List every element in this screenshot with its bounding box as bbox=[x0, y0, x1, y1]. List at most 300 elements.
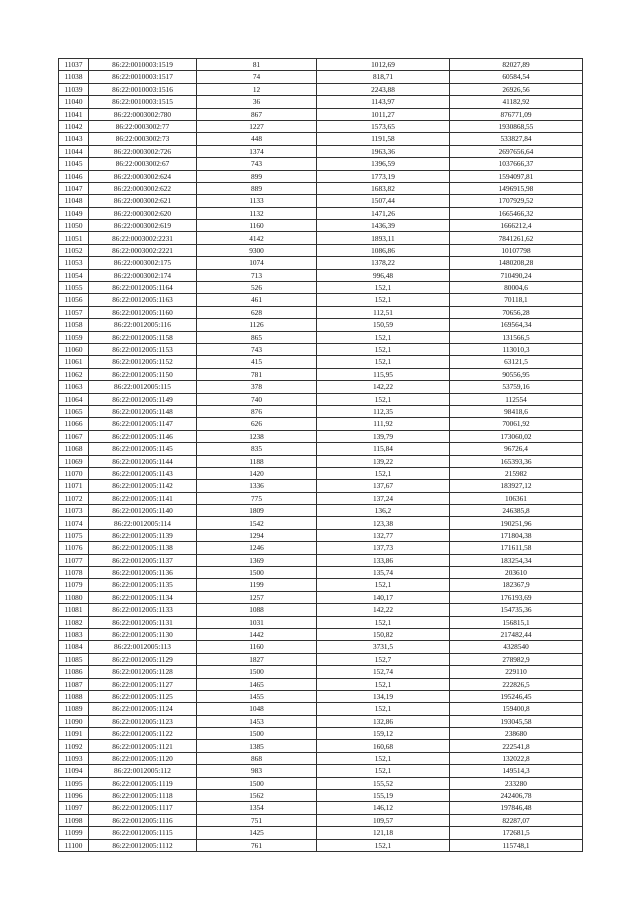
cadastral-value-cell: 176193,69 bbox=[450, 591, 583, 603]
area-cell: 1031 bbox=[197, 616, 317, 628]
row-number-cell: 11085 bbox=[59, 653, 89, 665]
cadastral-value-cell: 165393,36 bbox=[450, 455, 583, 467]
row-number-cell: 11059 bbox=[59, 331, 89, 343]
table-row bbox=[59, 591, 583, 603]
row-number-cell: 11070 bbox=[59, 467, 89, 479]
cadastral-number-cell: 86:22:0012005:1145 bbox=[89, 443, 197, 455]
row-number-cell: 11093 bbox=[59, 752, 89, 764]
area-cell: 12 bbox=[197, 83, 317, 95]
row-number-cell: 11066 bbox=[59, 418, 89, 430]
table-row bbox=[59, 567, 583, 579]
specific-value-cell: 152,7 bbox=[317, 653, 450, 665]
area-cell: 1160 bbox=[197, 641, 317, 653]
table-row bbox=[59, 666, 583, 678]
cadastral-number-cell: 86:22:0003002:780 bbox=[89, 108, 197, 120]
specific-value-cell: 139,79 bbox=[317, 430, 450, 442]
table-row bbox=[59, 752, 583, 764]
specific-value-cell: 123,38 bbox=[317, 517, 450, 529]
row-number-cell: 11086 bbox=[59, 666, 89, 678]
cadastral-value-cell: 183254,34 bbox=[450, 554, 583, 566]
specific-value-cell: 115,84 bbox=[317, 443, 450, 455]
row-number-cell: 11052 bbox=[59, 244, 89, 256]
specific-value-cell: 1086,86 bbox=[317, 244, 450, 256]
table-row bbox=[59, 455, 583, 467]
specific-value-cell: 1191,58 bbox=[317, 133, 450, 145]
cadastral-number-cell: 86:22:0010003:1516 bbox=[89, 83, 197, 95]
table-row bbox=[59, 120, 583, 132]
area-cell: 1500 bbox=[197, 777, 317, 789]
specific-value-cell: 1378,22 bbox=[317, 257, 450, 269]
table-row bbox=[59, 542, 583, 554]
cadastral-value-cell: 90556,95 bbox=[450, 368, 583, 380]
cadastral-value-cell: 171804,38 bbox=[450, 529, 583, 541]
cadastral-number-cell: 86:22:0012005:112 bbox=[89, 765, 197, 777]
area-cell: 1132 bbox=[197, 207, 317, 219]
row-number-cell: 11097 bbox=[59, 802, 89, 814]
specific-value-cell: 3731,5 bbox=[317, 641, 450, 653]
area-cell: 743 bbox=[197, 158, 317, 170]
cadastral-number-cell: 86:22:0012005:1163 bbox=[89, 294, 197, 306]
cadastral-value-cell: 1930868,55 bbox=[450, 120, 583, 132]
table-row bbox=[59, 170, 583, 182]
cadastral-number-cell: 86:22:0012005:1148 bbox=[89, 405, 197, 417]
specific-value-cell: 1773,19 bbox=[317, 170, 450, 182]
row-number-cell: 11054 bbox=[59, 269, 89, 281]
row-number-cell: 11079 bbox=[59, 579, 89, 591]
area-cell: 415 bbox=[197, 356, 317, 368]
cadastral-number-cell: 86:22:0003002:77 bbox=[89, 120, 197, 132]
specific-value-cell: 1963,36 bbox=[317, 145, 450, 157]
cadastral-number-cell: 86:22:0012005:1144 bbox=[89, 455, 197, 467]
cadastral-value-cell: 4328540 bbox=[450, 641, 583, 653]
table-row bbox=[59, 777, 583, 789]
specific-value-cell: 152,1 bbox=[317, 678, 450, 690]
specific-value-cell: 152,1 bbox=[317, 343, 450, 355]
table-row bbox=[59, 790, 583, 802]
specific-value-cell: 1471,26 bbox=[317, 207, 450, 219]
cadastral-number-cell: 86:22:0012005:1131 bbox=[89, 616, 197, 628]
area-cell: 1425 bbox=[197, 827, 317, 839]
cadastral-number-cell: 86:22:0012005:1134 bbox=[89, 591, 197, 603]
cadastral-number-cell: 86:22:0012005:1139 bbox=[89, 529, 197, 541]
row-number-cell: 11055 bbox=[59, 282, 89, 294]
specific-value-cell: 137,24 bbox=[317, 492, 450, 504]
cadastral-number-cell: 86:22:0012005:1127 bbox=[89, 678, 197, 690]
cadastral-value-cell: 113010,3 bbox=[450, 343, 583, 355]
cadastral-number-cell: 86:22:0012005:114 bbox=[89, 517, 197, 529]
cadastral-number-cell: 86:22:0012005:1142 bbox=[89, 480, 197, 492]
cadastral-number-cell: 86:22:0012005:1121 bbox=[89, 740, 197, 752]
area-cell: 1160 bbox=[197, 220, 317, 232]
table-row bbox=[59, 145, 583, 157]
cadastral-value-cell: 70118,1 bbox=[450, 294, 583, 306]
cadastral-value-cell: 246385,8 bbox=[450, 505, 583, 517]
row-number-cell: 11087 bbox=[59, 678, 89, 690]
area-cell: 1199 bbox=[197, 579, 317, 591]
cadastral-value-cell: 1707929,52 bbox=[450, 195, 583, 207]
row-number-cell: 11073 bbox=[59, 505, 89, 517]
area-cell: 1465 bbox=[197, 678, 317, 690]
area-cell: 1442 bbox=[197, 628, 317, 640]
area-cell: 775 bbox=[197, 492, 317, 504]
area-cell: 1354 bbox=[197, 802, 317, 814]
row-number-cell: 11046 bbox=[59, 170, 89, 182]
cadastral-value-cell: 106361 bbox=[450, 492, 583, 504]
specific-value-cell: 1683,82 bbox=[317, 182, 450, 194]
area-cell: 1294 bbox=[197, 529, 317, 541]
specific-value-cell: 150,82 bbox=[317, 628, 450, 640]
cadastral-number-cell: 86:22:0012005:1137 bbox=[89, 554, 197, 566]
area-cell: 461 bbox=[197, 294, 317, 306]
row-number-cell: 11044 bbox=[59, 145, 89, 157]
row-number-cell: 11088 bbox=[59, 690, 89, 702]
row-number-cell: 11043 bbox=[59, 133, 89, 145]
cadastral-number-cell: 86:22:0012005:1128 bbox=[89, 666, 197, 678]
area-cell: 1420 bbox=[197, 467, 317, 479]
row-number-cell: 11067 bbox=[59, 430, 89, 442]
table-row bbox=[59, 678, 583, 690]
row-number-cell: 11082 bbox=[59, 616, 89, 628]
cadastral-number-cell: 86:22:0003002:2221 bbox=[89, 244, 197, 256]
area-cell: 835 bbox=[197, 443, 317, 455]
row-number-cell: 11092 bbox=[59, 740, 89, 752]
cadastral-number-cell: 86:22:0012005:1164 bbox=[89, 282, 197, 294]
area-cell: 4142 bbox=[197, 232, 317, 244]
area-cell: 1827 bbox=[197, 653, 317, 665]
row-number-cell: 11049 bbox=[59, 207, 89, 219]
cadastral-value-cell: 1037666,37 bbox=[450, 158, 583, 170]
cadastral-number-cell: 86:22:0012005:1141 bbox=[89, 492, 197, 504]
cadastral-number-cell: 86:22:0003002:619 bbox=[89, 220, 197, 232]
area-cell: 81 bbox=[197, 59, 317, 71]
area-cell: 743 bbox=[197, 343, 317, 355]
table-row bbox=[59, 703, 583, 715]
row-number-cell: 11076 bbox=[59, 542, 89, 554]
specific-value-cell: 152,1 bbox=[317, 282, 450, 294]
area-cell: 1074 bbox=[197, 257, 317, 269]
area-cell: 626 bbox=[197, 418, 317, 430]
cadastral-number-cell: 86:22:0003002:622 bbox=[89, 182, 197, 194]
row-number-cell: 11089 bbox=[59, 703, 89, 715]
cadastral-number-cell: 86:22:0012005:1153 bbox=[89, 343, 197, 355]
specific-value-cell: 140,17 bbox=[317, 591, 450, 603]
specific-value-cell: 109,57 bbox=[317, 814, 450, 826]
specific-value-cell: 111,92 bbox=[317, 418, 450, 430]
table-row bbox=[59, 59, 583, 71]
area-cell: 1133 bbox=[197, 195, 317, 207]
row-number-cell: 11064 bbox=[59, 393, 89, 405]
table-row bbox=[59, 814, 583, 826]
row-number-cell: 11077 bbox=[59, 554, 89, 566]
cadastral-value-cell: 173060,02 bbox=[450, 430, 583, 442]
row-number-cell: 11056 bbox=[59, 294, 89, 306]
row-number-cell: 11100 bbox=[59, 839, 89, 851]
specific-value-cell: 136,2 bbox=[317, 505, 450, 517]
cadastral-value-cell: 154735,36 bbox=[450, 604, 583, 616]
cadastral-value-cell: 159400,8 bbox=[450, 703, 583, 715]
cadastral-value-cell: 63121,5 bbox=[450, 356, 583, 368]
row-number-cell: 11060 bbox=[59, 343, 89, 355]
area-cell: 1088 bbox=[197, 604, 317, 616]
area-cell: 751 bbox=[197, 814, 317, 826]
cadastral-number-cell: 86:22:0012005:1130 bbox=[89, 628, 197, 640]
row-number-cell: 11084 bbox=[59, 641, 89, 653]
specific-value-cell: 152,1 bbox=[317, 616, 450, 628]
area-cell: 628 bbox=[197, 306, 317, 318]
row-number-cell: 11051 bbox=[59, 232, 89, 244]
cadastral-value-cell: 98418,6 bbox=[450, 405, 583, 417]
row-number-cell: 11068 bbox=[59, 443, 89, 455]
cadastral-number-cell: 86:22:0012005:1120 bbox=[89, 752, 197, 764]
specific-value-cell: 152,1 bbox=[317, 294, 450, 306]
specific-value-cell: 134,19 bbox=[317, 690, 450, 702]
area-cell: 378 bbox=[197, 381, 317, 393]
cadastral-value-cell: 222826,5 bbox=[450, 678, 583, 690]
specific-value-cell: 155,19 bbox=[317, 790, 450, 802]
table-row bbox=[59, 690, 583, 702]
table-row bbox=[59, 96, 583, 108]
area-cell: 865 bbox=[197, 331, 317, 343]
cadastral-number-cell: 86:22:0012005:115 bbox=[89, 381, 197, 393]
table-row bbox=[59, 715, 583, 727]
cadastral-number-cell: 86:22:0012005:1122 bbox=[89, 728, 197, 740]
row-number-cell: 11099 bbox=[59, 827, 89, 839]
specific-value-cell: 152,1 bbox=[317, 356, 450, 368]
table-row bbox=[59, 529, 583, 541]
table-row bbox=[59, 306, 583, 318]
table-row bbox=[59, 133, 583, 145]
table-row bbox=[59, 443, 583, 455]
specific-value-cell: 112,35 bbox=[317, 405, 450, 417]
specific-value-cell: 159,12 bbox=[317, 728, 450, 740]
row-number-cell: 11040 bbox=[59, 96, 89, 108]
cadastral-number-cell: 86:22:0012005:116 bbox=[89, 319, 197, 331]
cadastral-value-cell: 70656,28 bbox=[450, 306, 583, 318]
row-number-cell: 11057 bbox=[59, 306, 89, 318]
cadastral-number-cell: 86:22:0012005:1117 bbox=[89, 802, 197, 814]
cadastral-value-cell: 222541,8 bbox=[450, 740, 583, 752]
cadastral-number-cell: 86:22:0003002:620 bbox=[89, 207, 197, 219]
table-row bbox=[59, 517, 583, 529]
row-number-cell: 11053 bbox=[59, 257, 89, 269]
specific-value-cell: 152,1 bbox=[317, 331, 450, 343]
table-row bbox=[59, 418, 583, 430]
area-cell: 1369 bbox=[197, 554, 317, 566]
area-cell: 1500 bbox=[197, 728, 317, 740]
table-row bbox=[59, 604, 583, 616]
table-row bbox=[59, 319, 583, 331]
area-cell: 448 bbox=[197, 133, 317, 145]
cadastral-value-cell: 242406,78 bbox=[450, 790, 583, 802]
row-number-cell: 11061 bbox=[59, 356, 89, 368]
cadastral-number-cell: 86:22:0012005:1149 bbox=[89, 393, 197, 405]
cadastral-value-cell: 10107798 bbox=[450, 244, 583, 256]
cadastral-value-cell: 190251,96 bbox=[450, 517, 583, 529]
cadastral-value-cell: 1496915,98 bbox=[450, 182, 583, 194]
cadastral-value-cell: 229110 bbox=[450, 666, 583, 678]
row-number-cell: 11075 bbox=[59, 529, 89, 541]
table-row bbox=[59, 356, 583, 368]
specific-value-cell: 152,1 bbox=[317, 467, 450, 479]
cadastral-value-cell: 203610 bbox=[450, 567, 583, 579]
cadastral-value-cell: 7841261,62 bbox=[450, 232, 583, 244]
row-number-cell: 11071 bbox=[59, 480, 89, 492]
row-number-cell: 11048 bbox=[59, 195, 89, 207]
cadastral-number-cell: 86:22:0003002:67 bbox=[89, 158, 197, 170]
cadastral-number-cell: 86:22:0012005:1123 bbox=[89, 715, 197, 727]
specific-value-cell: 137,67 bbox=[317, 480, 450, 492]
specific-value-cell: 2243,88 bbox=[317, 83, 450, 95]
area-cell: 1500 bbox=[197, 666, 317, 678]
specific-value-cell: 142,22 bbox=[317, 604, 450, 616]
cadastral-number-cell: 86:22:0012005:1138 bbox=[89, 542, 197, 554]
specific-value-cell: 1011,27 bbox=[317, 108, 450, 120]
cadastral-value-cell: 195246,45 bbox=[450, 690, 583, 702]
area-cell: 9300 bbox=[197, 244, 317, 256]
specific-value-cell: 1507,44 bbox=[317, 195, 450, 207]
row-number-cell: 11078 bbox=[59, 567, 89, 579]
row-number-cell: 11091 bbox=[59, 728, 89, 740]
cadastral-number-cell: 86:22:0012005:1124 bbox=[89, 703, 197, 715]
specific-value-cell: 1396,59 bbox=[317, 158, 450, 170]
specific-value-cell: 135,74 bbox=[317, 567, 450, 579]
cadastral-value-cell: 169564,34 bbox=[450, 319, 583, 331]
area-cell: 1336 bbox=[197, 480, 317, 492]
area-cell: 1257 bbox=[197, 591, 317, 603]
cadastral-number-cell: 86:22:0012005:1136 bbox=[89, 567, 197, 579]
cadastral-value-cell: 70061,92 bbox=[450, 418, 583, 430]
row-number-cell: 11083 bbox=[59, 628, 89, 640]
table-row bbox=[59, 827, 583, 839]
area-cell: 1562 bbox=[197, 790, 317, 802]
cadastral-value-cell: 1666212,4 bbox=[450, 220, 583, 232]
table-row bbox=[59, 765, 583, 777]
area-cell: 1453 bbox=[197, 715, 317, 727]
specific-value-cell: 160,68 bbox=[317, 740, 450, 752]
table-row bbox=[59, 740, 583, 752]
cadastral-number-cell: 86:22:0010003:1519 bbox=[89, 59, 197, 71]
cadastral-number-cell: 86:22:0012005:1116 bbox=[89, 814, 197, 826]
cadastral-value-cell: 156815,1 bbox=[450, 616, 583, 628]
row-number-cell: 11041 bbox=[59, 108, 89, 120]
row-number-cell: 11039 bbox=[59, 83, 89, 95]
row-number-cell: 11095 bbox=[59, 777, 89, 789]
specific-value-cell: 132,77 bbox=[317, 529, 450, 541]
specific-value-cell: 1012,69 bbox=[317, 59, 450, 71]
area-cell: 526 bbox=[197, 282, 317, 294]
cadastral-value-cell: 1665466,32 bbox=[450, 207, 583, 219]
specific-value-cell: 155,52 bbox=[317, 777, 450, 789]
table-body bbox=[59, 59, 583, 852]
area-cell: 983 bbox=[197, 765, 317, 777]
cadastral-value-cell: 80004,6 bbox=[450, 282, 583, 294]
cadastral-number-cell: 86:22:0012005:1140 bbox=[89, 505, 197, 517]
area-cell: 868 bbox=[197, 752, 317, 764]
specific-value-cell: 1893,11 bbox=[317, 232, 450, 244]
cadastral-number-cell: 86:22:0012005:1112 bbox=[89, 839, 197, 851]
table-row bbox=[59, 108, 583, 120]
cadastral-value-table bbox=[58, 58, 583, 852]
area-cell: 1126 bbox=[197, 319, 317, 331]
cadastral-value-cell: 876771,09 bbox=[450, 108, 583, 120]
cadastral-value-cell: 193045,58 bbox=[450, 715, 583, 727]
table-row bbox=[59, 480, 583, 492]
table-row bbox=[59, 294, 583, 306]
specific-value-cell: 152,1 bbox=[317, 703, 450, 715]
cadastral-value-cell: 710490,24 bbox=[450, 269, 583, 281]
cadastral-value-cell: 149514,3 bbox=[450, 765, 583, 777]
area-cell: 1809 bbox=[197, 505, 317, 517]
table-row bbox=[59, 554, 583, 566]
table-row bbox=[59, 269, 583, 281]
specific-value-cell: 152,74 bbox=[317, 666, 450, 678]
specific-value-cell: 132,86 bbox=[317, 715, 450, 727]
cadastral-number-cell: 86:22:0012005:113 bbox=[89, 641, 197, 653]
area-cell: 1542 bbox=[197, 517, 317, 529]
area-cell: 740 bbox=[197, 393, 317, 405]
specific-value-cell: 121,18 bbox=[317, 827, 450, 839]
row-number-cell: 11063 bbox=[59, 381, 89, 393]
area-cell: 1246 bbox=[197, 542, 317, 554]
cadastral-value-cell: 26926,56 bbox=[450, 83, 583, 95]
cadastral-number-cell: 86:22:0010003:1517 bbox=[89, 71, 197, 83]
specific-value-cell: 1436,39 bbox=[317, 220, 450, 232]
area-cell: 1500 bbox=[197, 567, 317, 579]
cadastral-value-cell: 112554 bbox=[450, 393, 583, 405]
cadastral-number-cell: 86:22:0012005:1150 bbox=[89, 368, 197, 380]
area-cell: 1374 bbox=[197, 145, 317, 157]
specific-value-cell: 152,1 bbox=[317, 765, 450, 777]
row-number-cell: 11050 bbox=[59, 220, 89, 232]
table-row bbox=[59, 381, 583, 393]
row-number-cell: 11069 bbox=[59, 455, 89, 467]
specific-value-cell: 146,12 bbox=[317, 802, 450, 814]
area-cell: 1188 bbox=[197, 455, 317, 467]
table-row bbox=[59, 182, 583, 194]
cadastral-value-cell: 238680 bbox=[450, 728, 583, 740]
cadastral-value-cell: 82027,89 bbox=[450, 59, 583, 71]
cadastral-number-cell: 86:22:0003002:2231 bbox=[89, 232, 197, 244]
cadastral-number-cell: 86:22:0012005:1146 bbox=[89, 430, 197, 442]
row-number-cell: 11081 bbox=[59, 604, 89, 616]
area-cell: 713 bbox=[197, 269, 317, 281]
cadastral-value-cell: 171611,58 bbox=[450, 542, 583, 554]
cadastral-value-cell: 1594097,81 bbox=[450, 170, 583, 182]
cadastral-value-cell: 182367,9 bbox=[450, 579, 583, 591]
row-number-cell: 11074 bbox=[59, 517, 89, 529]
cadastral-number-cell: 86:22:0012005:1160 bbox=[89, 306, 197, 318]
row-number-cell: 11072 bbox=[59, 492, 89, 504]
cadastral-value-cell: 233280 bbox=[450, 777, 583, 789]
cadastral-value-cell: 278982,9 bbox=[450, 653, 583, 665]
cadastral-number-cell: 86:22:0012005:1135 bbox=[89, 579, 197, 591]
cadastral-value-cell: 172681,5 bbox=[450, 827, 583, 839]
table-row bbox=[59, 158, 583, 170]
specific-value-cell: 139,22 bbox=[317, 455, 450, 467]
cadastral-value-cell: 53759,16 bbox=[450, 381, 583, 393]
specific-value-cell: 818,71 bbox=[317, 71, 450, 83]
cadastral-value-cell: 533827,84 bbox=[450, 133, 583, 145]
cadastral-number-cell: 86:22:0012005:1129 bbox=[89, 653, 197, 665]
table-row bbox=[59, 467, 583, 479]
cadastral-value-cell: 2697656,64 bbox=[450, 145, 583, 157]
row-number-cell: 11045 bbox=[59, 158, 89, 170]
cadastral-number-cell: 86:22:0012005:1118 bbox=[89, 790, 197, 802]
cadastral-number-cell: 86:22:0012005:1119 bbox=[89, 777, 197, 789]
table-row bbox=[59, 492, 583, 504]
row-number-cell: 11047 bbox=[59, 182, 89, 194]
table-row bbox=[59, 368, 583, 380]
